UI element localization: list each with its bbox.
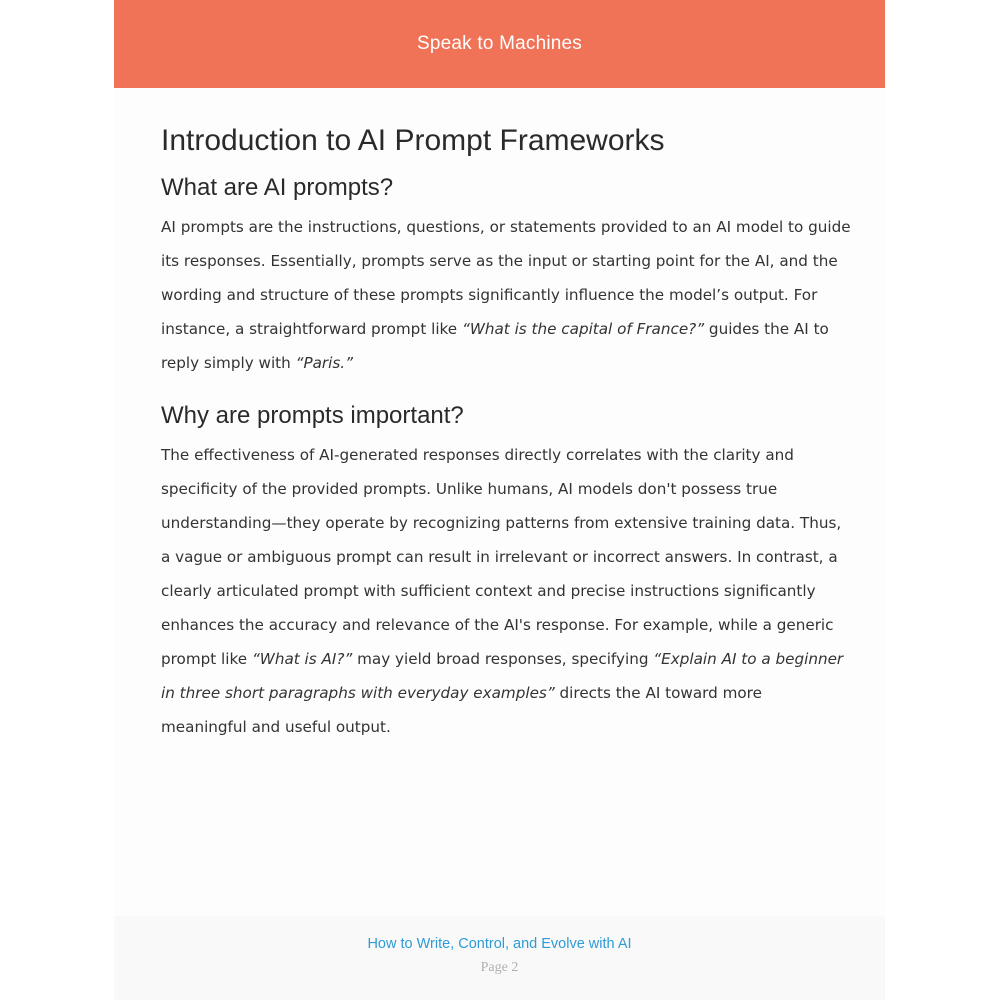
- paragraph-text: may yield broad responses, specifying: [352, 650, 654, 668]
- paragraph-quote: “Paris.”: [295, 354, 353, 372]
- paragraph-text: AI prompts are the instructions, questions, or statements provided to an AI model to guide its responses. Essentially, prompts serve as the input or starting point for the AI, and the wording and structure of these prompts significantly influence the model’s output. For instance, a straightforward prompt like: [161, 218, 851, 338]
- paragraph-quote: “What is AI?”: [251, 650, 353, 668]
- page-content: [161, 118, 851, 744]
- section-heading-what: What are AI prompts?: [161, 174, 394, 201]
- paragraph-quote: “Explain AI to a beginner in three short paragraphs with everyday examples”: [161, 650, 844, 702]
- footer-book-title: How to Write, Control, and Evolve with AI: [367, 936, 632, 952]
- section-heading-why: Why are prompts important?: [161, 402, 464, 429]
- page-footer: [114, 916, 885, 1000]
- header-title: Speak to Machines: [417, 33, 582, 54]
- page-header: [114, 0, 885, 88]
- paragraph-text: guides the AI to reply simply with: [161, 320, 829, 372]
- paragraph-text: The effectiveness of AI-generated responses directly correlates with the clarity and specificity of the provided prompts. Unlike humans, AI models don't possess true understanding—they operate by recognizing patterns from extensive training data. Thus, a vague or ambiguous prompt can result in irrelevant or incorrect answers. In contrast, a clearly articulated prompt with sufficient context and precise instructions significantly enhances the accuracy and relevance of the AI's response. For example, while a generic prompt like: [161, 446, 842, 668]
- section-paragraph-why: [161, 438, 851, 744]
- section-paragraph-what: [161, 210, 851, 380]
- paragraph-text: directs the AI toward more meaningful and useful output.: [161, 684, 762, 736]
- document-page: [114, 0, 885, 1000]
- page-number: Page 2: [480, 960, 519, 975]
- page-title: Introduction to AI Prompt Frameworks: [161, 124, 665, 157]
- paragraph-quote: “What is the capital of France?”: [461, 320, 705, 338]
